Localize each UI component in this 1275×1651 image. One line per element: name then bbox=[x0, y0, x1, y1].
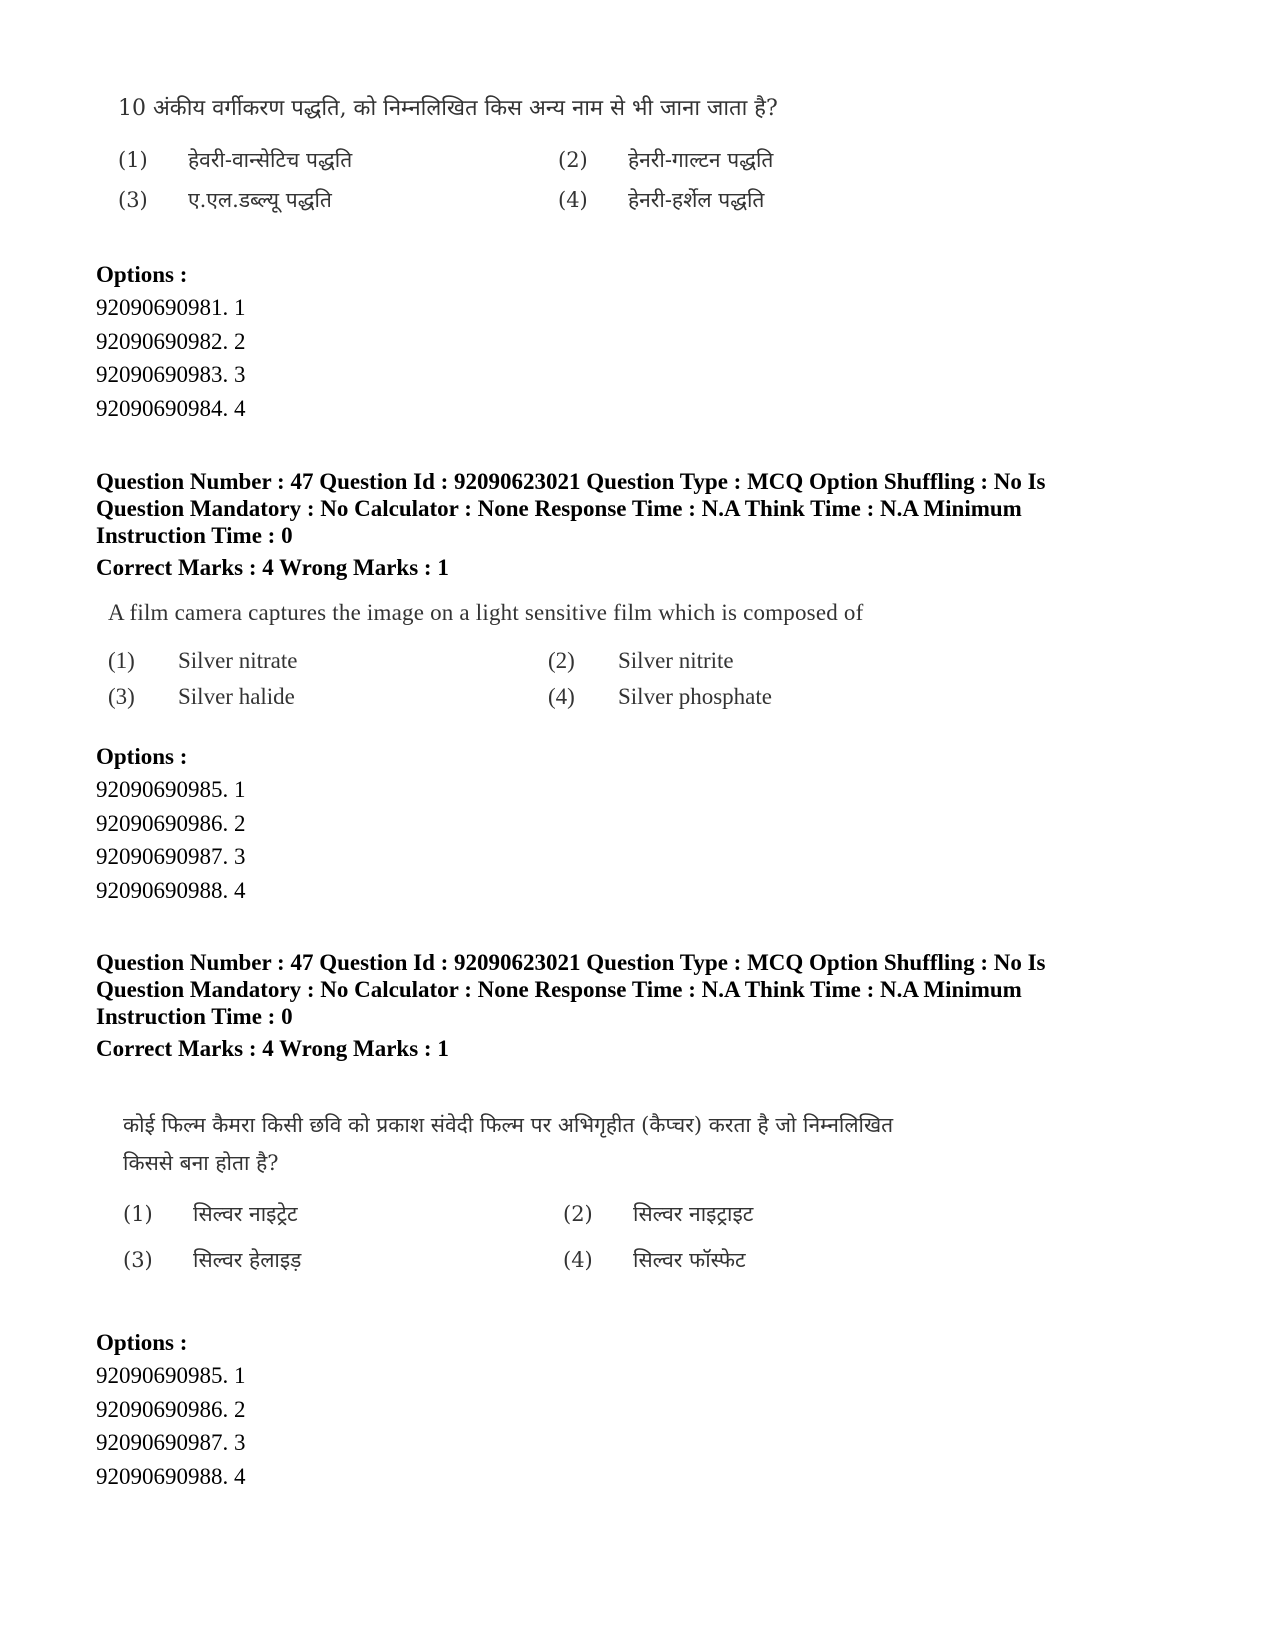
option-id: 92090690981. 1 bbox=[96, 295, 246, 320]
choice-grid bbox=[108, 648, 988, 710]
choice-2: (2) सिल्वर नाइट्राइट bbox=[563, 1202, 754, 1226]
question-text: 10 अंकीय वर्गीकरण पद्धति, को निम्नलिखित किस अन्य नाम से भी जाना जाता है? bbox=[118, 96, 778, 121]
option-id: 92090690986. 2 bbox=[96, 1396, 246, 1422]
choice-1: (1) सिल्वर नाइट्रेट bbox=[123, 1202, 298, 1226]
option-id: 92090690983. 3 bbox=[96, 362, 246, 387]
option-id: 92090690985. 1 bbox=[96, 777, 246, 802]
choice-4: (4) Silver phosphate bbox=[548, 684, 772, 709]
options-list bbox=[96, 1359, 246, 1493]
choice-1: (1) हेवरी-वान्सेटिच पद्धति bbox=[118, 148, 353, 172]
option-id: 92090690985. 1 bbox=[96, 1363, 246, 1388]
question-text: कोई फिल्म कैमरा किसी छवि को प्रकाश संवेदी फिल्म पर अभिगृहीत (कैप्चर) करता है जो निम्नलिखित किससे बना होता है? bbox=[123, 1113, 894, 1175]
choice-2: (2) Silver nitrite bbox=[548, 648, 734, 673]
options-heading: Options : bbox=[96, 262, 188, 287]
option-id: 92090690987. 3 bbox=[96, 1430, 246, 1455]
question-meta: Question Number : 47 Question Id : 92090623021 Question Type : MCQ Option Shuffling : No Is Question Mandatory : No Calculator : None Response Time : N.A Think Time : N.A Minimum Instruction Time : 0 bbox=[96, 469, 1046, 548]
option-id: 92090690988. 4 bbox=[96, 877, 246, 903]
choice-4: (4) सिल्वर फॉस्फेट bbox=[563, 1248, 746, 1272]
choice-3: (3) Silver halide bbox=[108, 684, 295, 709]
choice-2: (2) हेनरी-गाल्टन पद्धति bbox=[558, 148, 774, 172]
option-id: 92090690988. 4 bbox=[96, 1463, 246, 1489]
question-meta: Question Number : 47 Question Id : 92090623021 Question Type : MCQ Option Shuffling : No Is Question Mandatory : No Calculator : None Response Time : N.A Think Time : N.A Minimum Instruction Time : 0 bbox=[96, 950, 1046, 1029]
options-heading: Options : bbox=[96, 1330, 188, 1355]
option-id: 92090690982. 2 bbox=[96, 328, 246, 354]
question-text: A film camera captures the image on a light sensitive film which is composed of bbox=[108, 600, 864, 625]
choice-4: (4) हेनरी-हर्शेल पद्धति bbox=[558, 188, 765, 212]
option-id: 92090690986. 2 bbox=[96, 810, 246, 836]
choice-3: (3) सिल्वर हेलाइड़ bbox=[123, 1248, 302, 1272]
option-id: 92090690987. 3 bbox=[96, 844, 246, 869]
choice-1: (1) Silver nitrate bbox=[108, 648, 298, 673]
options-list bbox=[96, 291, 246, 425]
options-heading: Options : bbox=[96, 744, 188, 769]
options-list bbox=[96, 773, 246, 907]
choice-grid bbox=[118, 146, 998, 214]
choice-3: (3) ए.एल.डब्ल्यू पद्धति bbox=[118, 188, 332, 212]
option-id: 92090690984. 4 bbox=[96, 395, 246, 421]
marks-line: Correct Marks : 4 Wrong Marks : 1 bbox=[96, 555, 449, 580]
marks-line: Correct Marks : 4 Wrong Marks : 1 bbox=[96, 1036, 449, 1061]
choice-grid bbox=[123, 1200, 1003, 1274]
